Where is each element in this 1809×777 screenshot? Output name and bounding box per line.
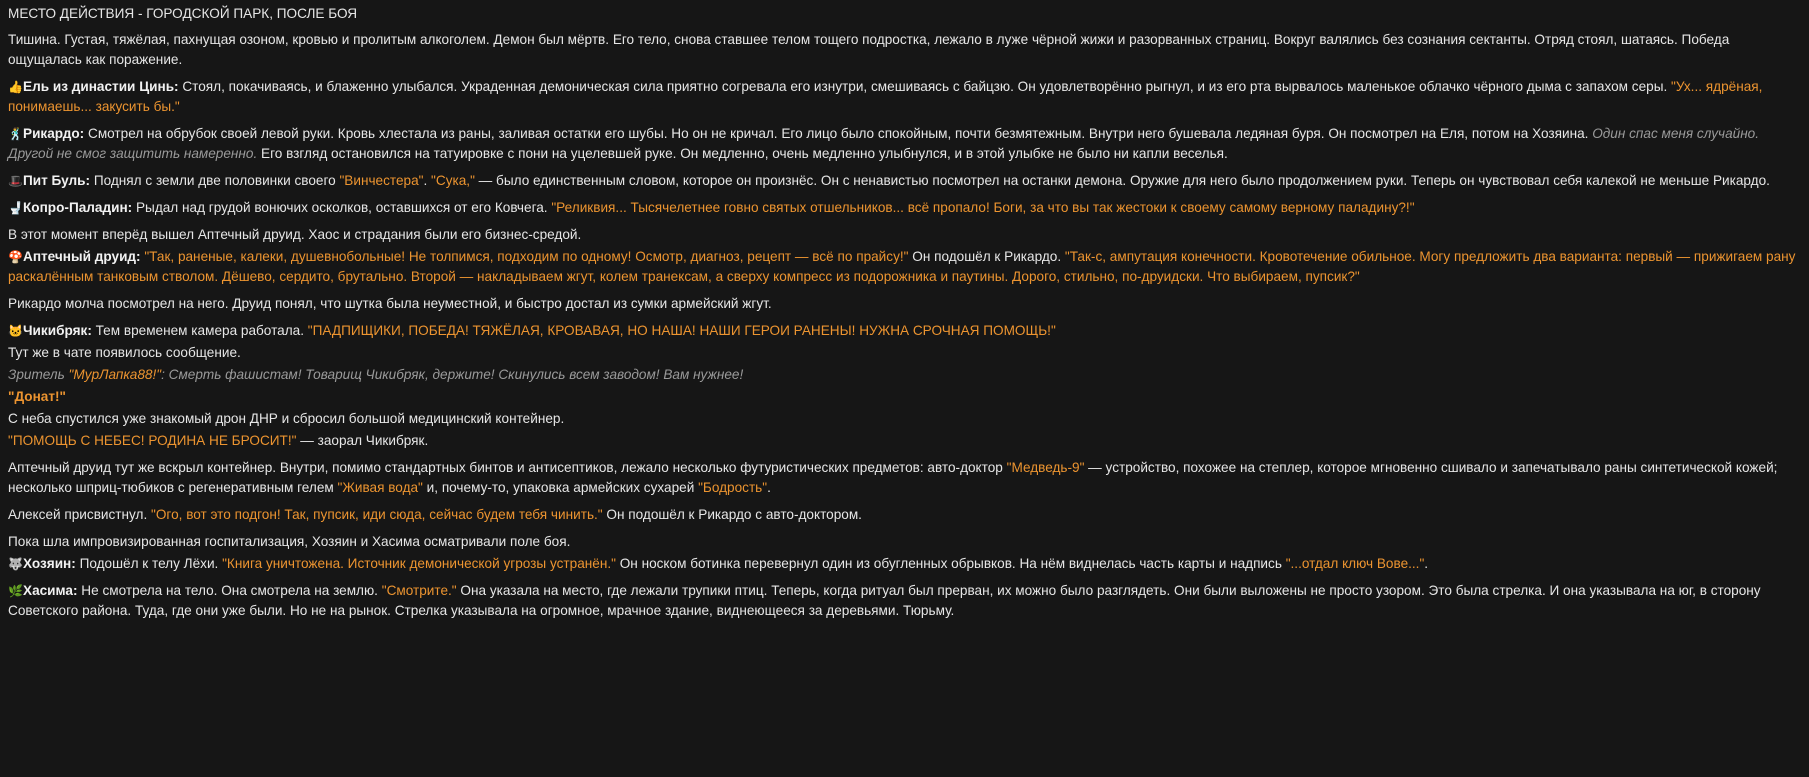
story-paragraph <box>8 581 1801 621</box>
quote-text: "Так-с, ампутация конечности. Кровотечение обильное. Могу предложить два варианта: первый — прижигаем рану раскалённым танковым стволом. Дёшево, сердито, брутально. Второй — накладываем жгут, колем транексам, а сверху компресс из подорожника и паутины. Дорого, стильно, по-друидски. Что выбираем, пупсик?" <box>8 249 1796 284</box>
narration-text: Он носком ботинка перевернул один из обугленных обрывков. На нём виднелась часть карты и надпись <box>615 556 1286 571</box>
speaker-name: Хозяин: <box>23 556 76 571</box>
quote-text: "Смотрите." <box>381 583 457 598</box>
narration-text: Аптечный друид тут же вскрыл контейнер. Внутри, помимо стандартных бинтов и антисептиков, лежало несколько футуристических предметов: авто-доктор <box>8 460 1007 475</box>
donate-text: "Донат!" <box>8 389 66 404</box>
narration-text: С неба спустился уже знакомый дрон ДНР и сбросил большой медицинский контейнер. <box>8 411 565 426</box>
narration-text: Алексей присвистнул. <box>8 507 152 522</box>
dancer-icon: 🕺 <box>8 127 23 141</box>
quote-text: "Бодрость" <box>698 480 768 495</box>
speaker-name: Хасима: <box>23 583 78 598</box>
speaker-name: Копро-Паладин: <box>23 200 133 215</box>
narration-text: Рыдал над грудой вонючих осколков, оставшихся от его Ковчега. <box>132 200 552 215</box>
story-paragraph <box>8 124 1801 164</box>
quote-text: "Так, раненые, калеки, душевнобольные! Не толпимся, подходим по одному! Осмотр, диагноз, рецепт — всё по прайсу!" <box>144 249 909 264</box>
narration-text: Тут же в чате появилось сообщение. <box>8 345 241 360</box>
quote-text: "Сука," <box>431 173 475 188</box>
quote-text: "Реликвия... Тысячелетнее говно святых отшельников... всё пропало! Боги, за что вы так жестоки к своему самому верному паладину?!" <box>551 200 1415 215</box>
story-paragraph <box>8 458 1801 498</box>
thought-text: Зритель <box>8 367 69 382</box>
narration-text: Подошёл к телу Лёхи. <box>75 556 223 571</box>
quote-text: "Винчестера" <box>339 173 424 188</box>
story-paragraph <box>8 247 1801 287</box>
speaker-name: Пит Буль: <box>23 173 91 188</box>
narration-text: Он подошёл к Рикардо. <box>908 249 1065 264</box>
story-paragraph <box>8 554 1801 574</box>
narration-text: МЕСТО ДЕЙСТВИЯ - ГОРОДСКОЙ ПАРК, ПОСЛЕ БОЯ <box>8 6 358 21</box>
narration-text: Тишина. Густая, тяжёлая, пахнущая озоном, кровью и пролитым алкоголем. Демон был мёртв. Его тело, снова ставшее телом тощего подростка, лежало в луже чёрной жижи и разорванных страниц. Вокруг валялись без сознания сектанты. Отряд стоял, шатаясь. Победа ощущалась как поражение. <box>8 32 1730 67</box>
mushroom-icon: 🍄 <box>8 250 23 264</box>
narration-text: Она указала на место, где лежали трупики птиц. Теперь, когда ритуал был прерван, их можно было разглядеть. Они были выложены не просто узором. Это была стрелка. И она указывала на юг, в сторону Советского района. Туда, где они уже были. Но не на рынок. Стрелка указывала на огромное, мрачное здание, виднеющееся за деревьями. Тюрьму. <box>8 583 1761 618</box>
story-paragraph <box>8 387 1801 407</box>
speaker-name: Ель из династии Цинь: <box>23 79 179 94</box>
narration-text: В этот момент вперёд вышел Аптечный друид. Хаос и страдания были его бизнес-средой. <box>8 227 582 242</box>
herb-icon: 🌿 <box>8 584 23 598</box>
quote-text: "...отдал ключ Вове..." <box>1285 556 1425 571</box>
quote-text: "ПОМОЩЬ С НЕБЕС! РОДИНА НЕ БРОСИТ!" <box>8 433 297 448</box>
narration-text: Смотрел на обрубок своей левой руки. Кровь хлестала из раны, заливая остатки его шубы. Но он не кричал. Его лицо было спокойным, почти безмятежным. Внутри него бушевала ледяная буря. Он посмотрел на Еля, потом на Хозяина. <box>84 126 1593 141</box>
quote-text: "Ого, вот это подгон! Так, пупсик, иди сюда, сейчас будем тебя чинить." <box>151 507 603 522</box>
story-paragraph <box>8 77 1801 117</box>
narration-text: — устройство, похожее на степлер, которое мгновенно сшивало и запечатывало раны синтетической кожей; несколько шприц-тюбиков с регенеративным гелем <box>8 460 1778 495</box>
narration-text: Стоял, покачиваясь, и блаженно улыбался. Украденная демоническая сила приятно согревала его изнутри, смешиваясь с байцзю. Он удовлетворённо рыгнул, и из его рта вырвалось маленькое облачко чёрного дыма с запахом серы. <box>178 79 1672 94</box>
speaker-name: Аптечный друид: <box>23 249 141 264</box>
story-paragraph <box>8 171 1801 191</box>
narration-text: — было единственным словом, которое он произнёс. Он с ненавистью посмотрел на останки демона. Оружие для него было продолжением руки. Теперь он чувствовал себя калекой не меньше Рикардо. <box>474 173 1770 188</box>
narration-text: Тем временем камера работала. <box>91 323 308 338</box>
speaker-name: Рикардо: <box>23 126 85 141</box>
narration-text: Он подошёл к Рикардо с авто-доктором. <box>602 507 862 522</box>
narration-text: Не смотрела на тело. Она смотрела на землю. <box>77 583 382 598</box>
story-paragraph <box>8 321 1801 341</box>
quote-text: "Ух... ядрёная, понимаешь... закусить бы." <box>8 79 1763 114</box>
wolf-icon: 🐺 <box>8 557 23 571</box>
story-paragraph <box>8 30 1801 70</box>
story-paragraph <box>8 431 1801 451</box>
narration-text: . <box>423 173 432 188</box>
scene-title <box>8 4 1801 24</box>
narration-text: . <box>767 480 771 495</box>
thought-text: : Смерть фашистам! Товарищ Чикибряк, держите! Скинулись всем заводом! Вам нужнее! <box>161 367 744 382</box>
thought-text: Один спас меня случайно. Другой не смог защитить намеренно. <box>8 126 1760 161</box>
quote-text: "Медведь-9" <box>1006 460 1085 475</box>
story-paragraph <box>8 532 1801 552</box>
quote-text: "Книга уничтожена. Источник демонической угрозы устранён." <box>222 556 616 571</box>
narration-text: Поднял с земли две половинки своего <box>90 173 340 188</box>
story-paragraph <box>8 343 1801 363</box>
top-hat-icon: 🎩 <box>8 174 23 188</box>
narration-text: — заорал Чикибряк. <box>296 433 429 448</box>
narration-text: и, почему-то, упаковка армейских сухарей <box>422 480 699 495</box>
story-paragraph <box>8 294 1801 314</box>
thumbs-up-icon: 👍 <box>8 80 23 94</box>
narration-text: Пока шла импровизированная госпитализация, Хозяин и Хасима осматривали поле боя. <box>8 534 571 549</box>
narration-text: Рикардо молча посмотрел на него. Друид понял, что шутка была неуместной, и быстро достал из сумки армейский жгут. <box>8 296 772 311</box>
story-paragraph <box>8 409 1801 429</box>
toilet-icon: 🚽 <box>8 201 23 215</box>
viewer-name: "МурЛапка88!" <box>68 367 162 382</box>
quote-text: "Живая вода" <box>337 480 423 495</box>
speaker-name: Чикибряк: <box>23 323 92 338</box>
story-paragraph <box>8 198 1801 218</box>
cat-face-icon: 🐱 <box>8 324 23 338</box>
story-paragraph <box>8 365 1801 385</box>
story-paragraph <box>8 505 1801 525</box>
narration-text: Его взгляд остановился на татуировке с пони на уцелевшей руке. Он медленно, очень медленно улыбнулся, и в этой улыбке не было ни капли веселья. <box>257 146 1228 161</box>
quote-text: "ПАДПИЩИКИ, ПОБЕДА! ТЯЖЁЛАЯ, КРОВАВАЯ, НО НАША! НАШИ ГЕРОИ РАНЕНЫ! НУЖНА СРОЧНАЯ ПОМОЩЬ!" <box>307 323 1056 338</box>
story-paragraph <box>8 225 1801 245</box>
narration-text: . <box>1424 556 1429 571</box>
